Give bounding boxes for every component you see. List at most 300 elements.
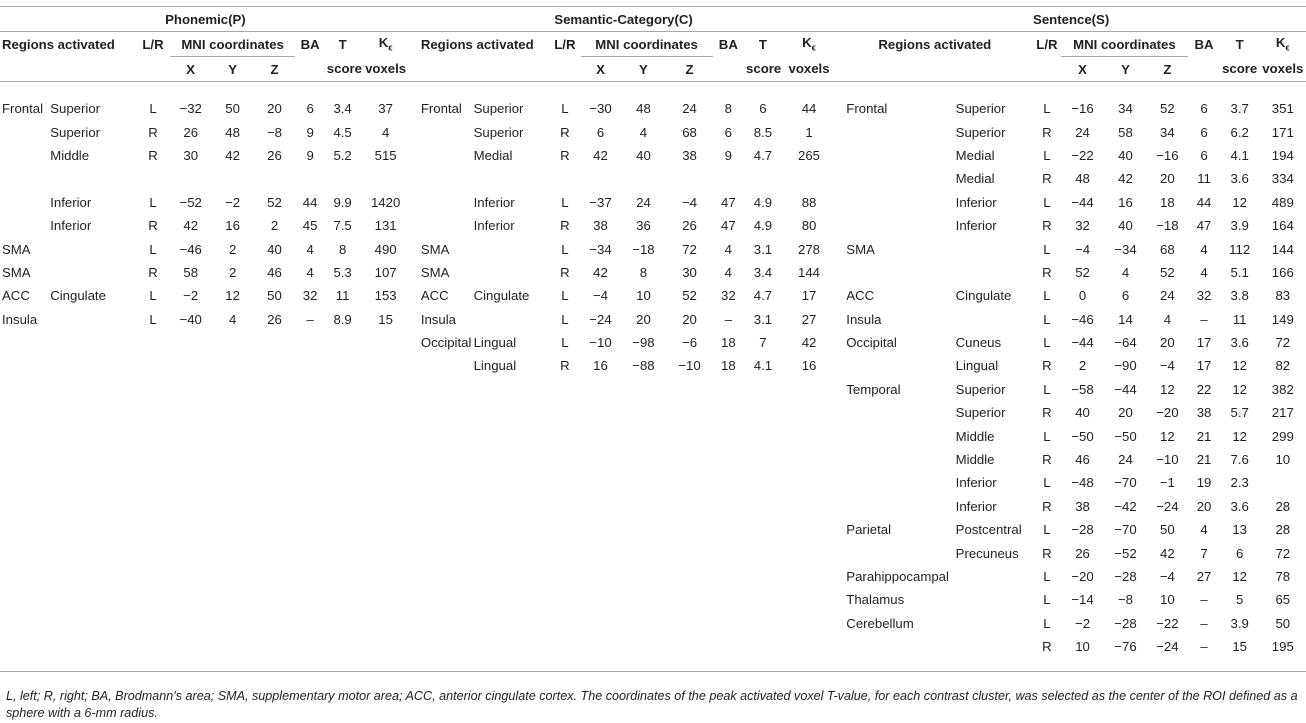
table-cell: 265 xyxy=(798,147,821,163)
header-k-subscript: ϵ xyxy=(388,43,393,54)
table-cell xyxy=(212,354,254,377)
table-row xyxy=(0,424,1306,447)
table-cell xyxy=(782,378,837,401)
table-cell xyxy=(549,612,580,635)
table-cell xyxy=(411,635,472,658)
table-cell: Superior xyxy=(50,101,101,117)
table-cell: 194 xyxy=(1271,147,1294,163)
table-cell: −14 xyxy=(1071,592,1094,608)
table-cell xyxy=(295,588,324,611)
table-cell xyxy=(170,167,212,190)
table-cell: – xyxy=(306,311,314,327)
table-cell: 20 xyxy=(636,311,651,327)
table-cell xyxy=(954,588,1034,611)
table-cell: L xyxy=(1043,194,1051,210)
table-cell: 3.7 xyxy=(1230,101,1249,117)
table-cell xyxy=(325,424,361,447)
table-cell: −24 xyxy=(1156,498,1179,514)
table-cell xyxy=(212,424,254,447)
header-k-letter: K xyxy=(1275,35,1286,51)
header-blank xyxy=(1033,57,1060,82)
header-z-phonemic: Z xyxy=(270,61,279,77)
table-cell: −34 xyxy=(589,241,612,257)
table-cell xyxy=(136,612,170,635)
table-cell xyxy=(254,401,296,424)
table-cell: 1 xyxy=(805,124,813,140)
table-cell xyxy=(667,448,713,471)
table-cell xyxy=(782,401,837,424)
table-cell: 7 xyxy=(759,335,767,351)
table-cell: 20 xyxy=(1196,498,1212,514)
table-cell: 47 xyxy=(720,218,736,234)
table-row xyxy=(0,214,1306,237)
table-cell: 6 xyxy=(1200,101,1208,117)
table-cell xyxy=(136,448,170,471)
table-cell xyxy=(836,144,953,167)
table-cell xyxy=(411,191,472,214)
table-cell: L xyxy=(561,241,569,257)
table-cell xyxy=(620,495,666,518)
table-cell: L xyxy=(561,101,569,117)
table-cell: 24 xyxy=(1075,124,1090,140)
table-cell xyxy=(48,261,136,284)
header-blank xyxy=(136,57,170,82)
table-cell xyxy=(549,588,580,611)
table-cell xyxy=(212,588,254,611)
table-cell xyxy=(667,588,713,611)
table-cell xyxy=(472,237,550,260)
table-cell xyxy=(136,331,170,354)
table-cell xyxy=(411,565,472,588)
table-cell xyxy=(744,635,782,658)
table-cell: Medial xyxy=(955,147,995,163)
table-cell xyxy=(136,401,170,424)
table-cell xyxy=(136,518,170,541)
table-cell: 32 xyxy=(302,288,318,304)
table-cell xyxy=(360,471,410,494)
table-cell xyxy=(782,167,837,190)
table-cell xyxy=(713,471,744,494)
table-cell xyxy=(581,401,621,424)
table-cell xyxy=(836,261,953,284)
table-cell: L xyxy=(1043,569,1051,584)
table-cell xyxy=(667,471,713,494)
table-cell: 16 xyxy=(1118,194,1133,210)
table-cell: 489 xyxy=(1271,194,1294,210)
table-cell xyxy=(48,424,136,447)
table-cell: 4 xyxy=(1200,241,1208,257)
table-cell: 42 xyxy=(1118,171,1133,187)
table-cell xyxy=(744,424,782,447)
table-cell: 6 xyxy=(1236,545,1244,561)
table-cell: 40 xyxy=(267,241,282,257)
table-cell: 48 xyxy=(225,124,240,140)
table-cell xyxy=(667,167,713,190)
table-cell: 47 xyxy=(720,194,736,210)
table-cell: 42 xyxy=(1160,545,1175,561)
table-cell: Superior xyxy=(955,381,1006,397)
table-cell: −1 xyxy=(1159,475,1175,491)
header-y-semantic: Y xyxy=(639,61,648,77)
table-cell: 88 xyxy=(801,194,817,210)
table-row xyxy=(0,471,1306,494)
table-cell xyxy=(136,378,170,401)
table-cell: Inferior xyxy=(955,194,997,210)
header-lr-sentence: L/R xyxy=(1036,36,1058,52)
table-cell: L xyxy=(149,288,157,304)
table-cell xyxy=(136,588,170,611)
table-cell xyxy=(360,635,410,658)
table-cell: 52 xyxy=(1160,101,1175,117)
table-cell xyxy=(0,541,48,564)
header-k-semantic xyxy=(782,32,837,57)
table-cell xyxy=(472,471,550,494)
table-cell: 50 xyxy=(1160,522,1175,538)
group-sentence: Sentence(S) xyxy=(836,7,1306,32)
table-cell: R xyxy=(1042,545,1052,561)
header-mni-semantic: MNI coordinates xyxy=(581,32,713,57)
table-cell: −4 xyxy=(592,288,608,304)
table-cell: Superior xyxy=(955,124,1006,140)
header-k-sentence xyxy=(1260,32,1306,57)
table-cell xyxy=(782,541,837,564)
table-cell: R xyxy=(1042,124,1052,140)
table-cell xyxy=(170,495,212,518)
table-cell: R xyxy=(1042,639,1052,655)
header-voxels-semantic: voxels xyxy=(788,61,830,77)
header-lr-semantic: L/R xyxy=(554,36,576,52)
activation-table xyxy=(0,6,1306,672)
table-cell xyxy=(254,331,296,354)
table-cell xyxy=(170,448,212,471)
table-cell xyxy=(48,331,136,354)
header-blank xyxy=(954,57,1034,82)
table-cell xyxy=(136,167,170,190)
table-cell xyxy=(170,424,212,447)
table-cell: 5 xyxy=(1236,592,1244,608)
table-cell: 6 xyxy=(1121,288,1130,304)
table-cell xyxy=(472,378,550,401)
table-cell xyxy=(411,612,472,635)
table-cell: Thalamus xyxy=(846,592,905,608)
table-cell: 21 xyxy=(1196,452,1212,468)
table-cell xyxy=(360,565,410,588)
table-cell xyxy=(620,565,666,588)
table-cell xyxy=(48,354,136,377)
table-cell: L xyxy=(1043,522,1051,538)
table-cell: −98 xyxy=(632,335,655,351)
table-cell xyxy=(836,471,953,494)
table-row xyxy=(0,588,1306,611)
header-blank xyxy=(549,57,580,82)
table-cell xyxy=(0,354,48,377)
table-cell: 42 xyxy=(801,335,817,351)
table-cell: 44 xyxy=(801,101,817,117)
table-cell xyxy=(836,541,953,564)
table-cell: −50 xyxy=(1114,428,1137,444)
table-cell: 0 xyxy=(1078,288,1087,304)
table-cell xyxy=(411,144,472,167)
table-cell: L xyxy=(1043,311,1051,327)
table-cell xyxy=(48,565,136,588)
table-cell: Lingual xyxy=(473,335,517,351)
table-cell xyxy=(549,541,580,564)
header-regions-sentence: Regions activated xyxy=(878,36,992,52)
table-cell: R xyxy=(560,264,570,280)
header-score-sentence: score xyxy=(1222,61,1258,77)
table-cell xyxy=(212,495,254,518)
table-cell: 6 xyxy=(724,124,732,140)
table-cell xyxy=(472,495,550,518)
header-blank xyxy=(472,57,550,82)
table-cell: Inferior xyxy=(955,475,997,491)
table-cell xyxy=(295,331,324,354)
table-cell: Inferior xyxy=(955,498,997,514)
table-cell: 18 xyxy=(720,335,736,351)
table-cell: −2 xyxy=(225,194,241,210)
table-cell xyxy=(472,565,550,588)
table-cell xyxy=(667,424,713,447)
table-cell xyxy=(411,495,472,518)
table-cell xyxy=(782,518,837,541)
table-cell xyxy=(782,635,837,658)
table-cell: L xyxy=(1043,241,1051,257)
table-cell: L xyxy=(561,311,569,327)
table-cell: −10 xyxy=(678,358,701,374)
table-row xyxy=(0,261,1306,284)
table-cell: −44 xyxy=(1114,381,1137,397)
table-cell xyxy=(954,237,1034,260)
table-cell: 5.3 xyxy=(333,264,352,280)
table-cell xyxy=(782,565,837,588)
header-y-sentence: Y xyxy=(1121,61,1130,77)
table-cell: Cingulate xyxy=(473,288,530,304)
table-cell: ACC xyxy=(2,288,30,304)
table-cell xyxy=(48,612,136,635)
table-cell: Inferior xyxy=(473,218,515,234)
table-cell xyxy=(713,495,744,518)
table-cell: L xyxy=(561,288,569,304)
table-cell xyxy=(254,588,296,611)
table-cell: 45 xyxy=(302,218,318,234)
table-cell: SMA xyxy=(846,241,875,257)
table-cell: 144 xyxy=(798,264,821,280)
table-cell: 171 xyxy=(1271,124,1294,140)
table-cell: −20 xyxy=(1156,405,1179,421)
table-cell: R xyxy=(560,147,570,163)
table-cell: −64 xyxy=(1114,335,1137,351)
header-blank xyxy=(836,57,953,82)
table-cell xyxy=(254,448,296,471)
table-cell xyxy=(325,448,361,471)
table-cell: 18 xyxy=(1160,194,1175,210)
table-cell: 10 xyxy=(1275,452,1291,468)
table-cell xyxy=(295,612,324,635)
table-cell xyxy=(325,401,361,424)
table-cell: 10 xyxy=(636,288,651,304)
table-cell xyxy=(0,378,48,401)
table-cell xyxy=(136,565,170,588)
table-cell: −46 xyxy=(179,241,202,257)
table-cell: Middle xyxy=(955,428,995,444)
table-cell: −4 xyxy=(1159,358,1175,374)
table-cell: Inferior xyxy=(50,218,92,234)
table-cell: 6 xyxy=(1200,147,1208,163)
table-cell: Frontal xyxy=(420,101,462,117)
table-cell xyxy=(254,424,296,447)
table-cell xyxy=(411,588,472,611)
table-cell: Occipital xyxy=(846,335,897,351)
table-cell: Precuneus xyxy=(955,545,1019,561)
table-cell xyxy=(744,565,782,588)
table-cell xyxy=(48,635,136,658)
table-cell xyxy=(836,424,953,447)
table-cell xyxy=(325,541,361,564)
table-cell xyxy=(295,635,324,658)
table-cell xyxy=(0,612,48,635)
table-cell xyxy=(713,588,744,611)
table-cell: 18 xyxy=(720,358,736,374)
table-cell: 12 xyxy=(1232,569,1248,584)
table-cell xyxy=(782,588,837,611)
table-cell xyxy=(295,448,324,471)
table-cell: 3.6 xyxy=(1230,335,1249,351)
table-cell xyxy=(1260,471,1306,494)
table-cell: 19 xyxy=(1196,475,1212,491)
table-cell: 32 xyxy=(1196,288,1212,304)
table-cell: 28 xyxy=(1275,522,1291,538)
header-k-subscript: ϵ xyxy=(1285,43,1290,54)
table-cell xyxy=(0,214,48,237)
table-row xyxy=(0,518,1306,541)
table-cell: 7.6 xyxy=(1230,452,1249,468)
table-cell xyxy=(325,167,361,190)
table-cell xyxy=(782,424,837,447)
table-cell xyxy=(254,518,296,541)
table-cell: 4 xyxy=(1200,264,1208,280)
table-cell: 20 xyxy=(682,311,697,327)
table-cell: 46 xyxy=(267,264,282,280)
table-cell: 52 xyxy=(267,194,282,210)
table-cell xyxy=(667,541,713,564)
table-cell: 2.3 xyxy=(1230,475,1249,491)
table-cell: −40 xyxy=(179,311,202,327)
table-cell: −70 xyxy=(1114,475,1137,491)
table-cell: Occipital xyxy=(420,335,472,351)
table-cell xyxy=(212,471,254,494)
table-footnote: L, left; R, right; BA, Brodmann's area; SMA, supplementary motor area; ACC, anterior cingulate cortex. The coordinates of the peak activated voxel T-value, for each contrast cluster, was selected as the center of the ROI defined as a sphere with a 6-mm radius. xyxy=(6,689,1298,720)
table-cell: 48 xyxy=(1075,171,1090,187)
table-cell xyxy=(360,518,410,541)
table-cell: 14 xyxy=(1118,311,1133,327)
table-cell: 42 xyxy=(593,147,608,163)
table-cell: 4 xyxy=(1121,264,1130,280)
table-row xyxy=(0,97,1306,120)
table-cell: −37 xyxy=(589,194,612,210)
table-cell: −76 xyxy=(1114,639,1137,655)
table-cell: 30 xyxy=(183,147,199,163)
header-blank xyxy=(48,57,136,82)
table-cell xyxy=(170,331,212,354)
table-cell: 8 xyxy=(338,241,347,257)
table-cell xyxy=(620,541,666,564)
table-row xyxy=(0,635,1306,658)
table-cell: −20 xyxy=(1071,569,1094,584)
table-cell xyxy=(136,354,170,377)
table-cell xyxy=(48,308,136,331)
table-cell xyxy=(325,471,361,494)
table-cell: 42 xyxy=(183,218,199,234)
table-cell xyxy=(581,588,621,611)
table-cell: −28 xyxy=(1114,615,1137,631)
table-cell: 48 xyxy=(636,101,651,117)
table-cell: 27 xyxy=(801,311,817,327)
table-cell: 15 xyxy=(378,311,393,327)
table-cell xyxy=(295,518,324,541)
table-cell xyxy=(744,588,782,611)
table-cell xyxy=(581,612,621,635)
group-semantic: Semantic-Category(C) xyxy=(411,7,836,32)
table-cell: 144 xyxy=(1271,241,1294,257)
table-cell: 36 xyxy=(636,218,651,234)
header-ba-sentence: BA xyxy=(1194,36,1214,52)
table-cell xyxy=(170,378,212,401)
table-cell: 3.6 xyxy=(1230,171,1249,187)
table-cell: 15 xyxy=(1232,639,1248,655)
table-cell xyxy=(782,612,837,635)
table-cell: Frontal xyxy=(846,101,888,117)
table-cell: 26 xyxy=(1075,545,1090,561)
table-cell xyxy=(360,612,410,635)
table-cell xyxy=(836,635,953,658)
table-cell: 16 xyxy=(593,358,608,374)
table-cell: L xyxy=(149,101,157,117)
group-phonemic: Phonemic(P) xyxy=(0,7,411,32)
table-cell xyxy=(212,635,254,658)
table-cell: 2 xyxy=(1078,358,1087,374)
table-cell: 3.9 xyxy=(1230,218,1249,234)
table-cell: 4 xyxy=(639,124,648,140)
table-cell: 16 xyxy=(801,358,817,374)
table-cell: 2 xyxy=(228,241,237,257)
table-row xyxy=(0,378,1306,401)
table-cell xyxy=(295,565,324,588)
table-cell: 32 xyxy=(1075,218,1090,234)
header-score-semantic: score xyxy=(746,61,782,77)
table-cell xyxy=(549,495,580,518)
table-row xyxy=(0,120,1306,143)
table-cell: 11 xyxy=(1197,171,1211,187)
table-cell xyxy=(411,214,472,237)
table-cell xyxy=(581,541,621,564)
table-cell xyxy=(744,448,782,471)
header-t-phonemic: T xyxy=(338,36,347,52)
table-cell xyxy=(713,565,744,588)
table-cell xyxy=(620,471,666,494)
table-cell: −4 xyxy=(682,194,698,210)
table-row xyxy=(0,541,1306,564)
table-cell xyxy=(136,424,170,447)
table-cell: 80 xyxy=(801,218,817,234)
table-cell xyxy=(620,378,666,401)
header-k-phonemic xyxy=(360,32,410,57)
table-cell xyxy=(170,612,212,635)
table-cell xyxy=(48,167,136,190)
table-cell: 46 xyxy=(1075,452,1090,468)
table-cell: 20 xyxy=(1160,171,1175,187)
header-row-1 xyxy=(0,32,1306,57)
table-cell xyxy=(472,541,550,564)
